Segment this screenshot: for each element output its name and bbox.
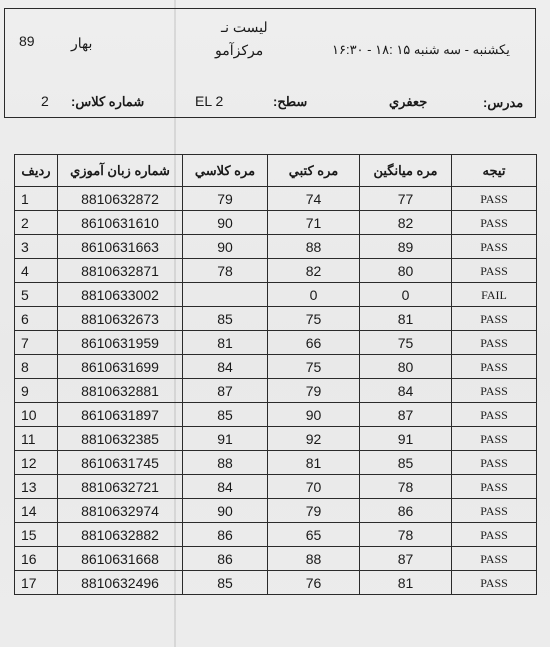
class-score: 79 [183, 187, 268, 211]
student-number: 8810632882 [58, 523, 183, 547]
written-score: 66 [268, 331, 360, 355]
written-score: 81 [268, 451, 360, 475]
result: PASS [452, 259, 537, 283]
written-score: 70 [268, 475, 360, 499]
written-score: 82 [268, 259, 360, 283]
written-score: 79 [268, 499, 360, 523]
class-score: 85 [183, 307, 268, 331]
average-score: 82 [360, 211, 452, 235]
table-row [15, 571, 537, 595]
class-score: 84 [183, 475, 268, 499]
average-score: 85 [360, 451, 452, 475]
result: PASS [452, 403, 537, 427]
class-number-label: شماره کلاس: [71, 94, 145, 109]
term-number: 89 [19, 33, 35, 49]
written-score: 92 [268, 427, 360, 451]
row-number: 6 [15, 307, 58, 331]
row-number: 12 [15, 451, 58, 475]
student-number: 8810632871 [58, 259, 183, 283]
class-number-value: 2 [41, 93, 49, 109]
written-score: 76 [268, 571, 360, 595]
student-number: 8610631663 [58, 235, 183, 259]
class-score: 91 [183, 427, 268, 451]
table-row [15, 547, 537, 571]
class-score: 85 [183, 571, 268, 595]
written-score: 65 [268, 523, 360, 547]
result: PASS [452, 547, 537, 571]
student-number: 8610631668 [58, 547, 183, 571]
teacher-label: مدرس: [483, 95, 524, 110]
header-row-number: رديف [15, 155, 58, 187]
row-number: 14 [15, 499, 58, 523]
header-written-score: مره كتبي [268, 155, 360, 187]
table-row [15, 475, 537, 499]
average-score: 77 [360, 187, 452, 211]
student-number: 8810632496 [58, 571, 183, 595]
row-number: 8 [15, 355, 58, 379]
written-score: 88 [268, 235, 360, 259]
student-number: 8610631897 [58, 403, 183, 427]
written-score: 79 [268, 379, 360, 403]
table-row [15, 379, 537, 403]
result: PASS [452, 523, 537, 547]
table-row [15, 355, 537, 379]
row-number: 4 [15, 259, 58, 283]
table-row [15, 451, 537, 475]
result: PASS [452, 211, 537, 235]
table-row [15, 187, 537, 211]
student-number: 8610631610 [58, 211, 183, 235]
class-info-box [4, 8, 536, 118]
row-number: 3 [15, 235, 58, 259]
class-score: 90 [183, 499, 268, 523]
student-number: 8810632385 [58, 427, 183, 451]
student-number: 8810632673 [58, 307, 183, 331]
table-row [15, 331, 537, 355]
class-score: 90 [183, 211, 268, 235]
table-row [15, 307, 537, 331]
table-row [15, 235, 537, 259]
average-score: 80 [360, 355, 452, 379]
row-number: 11 [15, 427, 58, 451]
written-score: 88 [268, 547, 360, 571]
class-score [183, 283, 268, 307]
table-row [15, 403, 537, 427]
average-score: 78 [360, 475, 452, 499]
table-row [15, 211, 537, 235]
average-score: 81 [360, 571, 452, 595]
class-score: 86 [183, 523, 268, 547]
row-number: 7 [15, 331, 58, 355]
result: PASS [452, 235, 537, 259]
result: PASS [452, 499, 537, 523]
average-score: 0 [360, 283, 452, 307]
result: PASS [452, 427, 537, 451]
row-number: 1 [15, 187, 58, 211]
result: PASS [452, 451, 537, 475]
grades-table [14, 154, 537, 595]
class-schedule: یکشنبه - سه شنبه ۱۵ :۱۸ - ۱۶:۳۰ [332, 42, 510, 57]
student-number: 8810632721 [58, 475, 183, 499]
average-score: 78 [360, 523, 452, 547]
class-score: 81 [183, 331, 268, 355]
result: PASS [452, 379, 537, 403]
header-student-number: شماره زبان آموزي [58, 155, 183, 187]
student-number: 8810632974 [58, 499, 183, 523]
table-row [15, 523, 537, 547]
class-score: 85 [183, 403, 268, 427]
table-row [15, 259, 537, 283]
header-result: تيجه [452, 155, 537, 187]
student-number: 8610631959 [58, 331, 183, 355]
term-label: بهار [71, 35, 93, 51]
written-score: 71 [268, 211, 360, 235]
average-score: 75 [360, 331, 452, 355]
result: PASS [452, 355, 537, 379]
table-header-row [15, 155, 537, 187]
row-number: 2 [15, 211, 58, 235]
level-value: EL 2 [195, 93, 224, 109]
table-row [15, 427, 537, 451]
written-score: 75 [268, 307, 360, 331]
average-score: 86 [360, 499, 452, 523]
teacher-name: جعفري [389, 94, 428, 109]
written-score: 0 [268, 283, 360, 307]
average-score: 91 [360, 427, 452, 451]
class-score: 87 [183, 379, 268, 403]
class-score: 78 [183, 259, 268, 283]
level-label: سطح: [273, 94, 308, 109]
student-number: 8810633002 [58, 283, 183, 307]
average-score: 81 [360, 307, 452, 331]
result: PASS [452, 331, 537, 355]
row-number: 16 [15, 547, 58, 571]
list-title: لیست نـ [221, 19, 268, 35]
written-score: 75 [268, 355, 360, 379]
class-score: 90 [183, 235, 268, 259]
student-number: 8810632881 [58, 379, 183, 403]
average-score: 87 [360, 403, 452, 427]
class-score: 88 [183, 451, 268, 475]
header-class-score: مره كلاسي [183, 155, 268, 187]
average-score: 84 [360, 379, 452, 403]
row-number: 9 [15, 379, 58, 403]
written-score: 90 [268, 403, 360, 427]
student-number: 8610631745 [58, 451, 183, 475]
table-row [15, 283, 537, 307]
result: PASS [452, 187, 537, 211]
average-score: 89 [360, 235, 452, 259]
row-number: 17 [15, 571, 58, 595]
class-score: 84 [183, 355, 268, 379]
row-number: 10 [15, 403, 58, 427]
student-number: 8610631699 [58, 355, 183, 379]
average-score: 87 [360, 547, 452, 571]
student-number: 8810632872 [58, 187, 183, 211]
table-row [15, 499, 537, 523]
education-center: مرکزآمو [215, 42, 264, 58]
row-number: 5 [15, 283, 58, 307]
result: PASS [452, 475, 537, 499]
row-number: 13 [15, 475, 58, 499]
average-score: 80 [360, 259, 452, 283]
class-score: 86 [183, 547, 268, 571]
result: FAIL [452, 283, 537, 307]
written-score: 74 [268, 187, 360, 211]
table-body [15, 187, 537, 595]
header-average-score: مره ميانگين [360, 155, 452, 187]
result: PASS [452, 307, 537, 331]
result: PASS [452, 571, 537, 595]
row-number: 15 [15, 523, 58, 547]
